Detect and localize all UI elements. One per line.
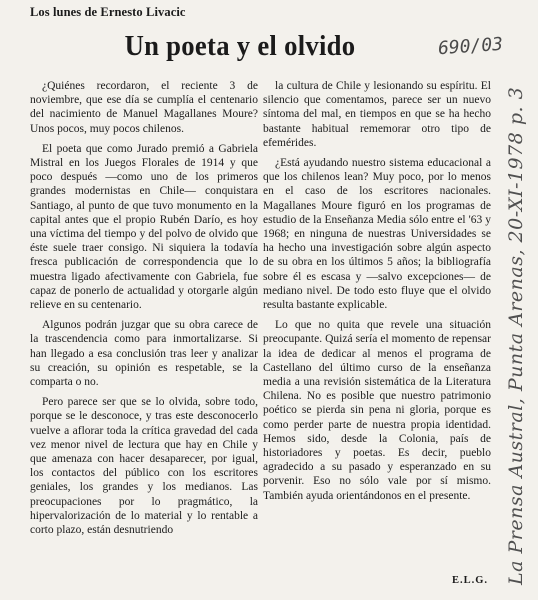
article-left-column bbox=[30, 79, 258, 539]
paragraph: ¿Está ayudando nuestro sistema educacional a que los chilenos lean? Muy poco, por lo menos en el caso de los escritores nacionales. Magallanes Moure figuró en los programas de estudio de la Enseñanza Media sólo entre el '63 y 1968; en ninguna de nuestras Universidades se ha hecho una investigación sobre algún aspecto de su obra en los últimos 5 años; la bibliografía sobre él es escasa y —salvo excepciones— de mediano nivel. De todo esto fluye que el olvido resulta bastante explicable. bbox=[263, 157, 491, 312]
handwritten-source-note: La Prensa Austral, Punta Arenas, 20-XI-1978 p. 3 bbox=[505, 86, 527, 585]
paragraph: Pero parece ser que se lo olvida, sobre todo, porque se le desconoce, y tras este desconocerlo vuelve a aflorar toda la crítica gravedad del cada vez menor nivel de lectura que hay en Chile y que amenaza con hacer desaparecer, por igual, los contactos del público con los escritores geniales, los grandes y los medianos. Las preocupaciones por lo pragmático, la hipervalorización de lo material y lo rentable a corto plazo, están desnutriendo bbox=[30, 396, 258, 537]
paragraph: ¿Quiénes recordaron, el reciente 3 de noviembre, que ese día se cumplía el centenario del nacimiento de Manuel Magallanes Moure? Unos pocos, muy pocos chilenos. bbox=[30, 80, 258, 135]
column-name: Los lunes de Ernesto Livacic bbox=[30, 5, 186, 19]
paragraph: El poeta que como Jurado premió a Gabriela Mistral en los Juegos Florales de 1914 y que poco después —como uno de los primeros grandes modernistas en Chile— conquistara Santiago, al punto de que tuvo monumento en la capital antes que el propio Rubén Darío, es hoy una víctima del tiempo y del polvo de olvido que éste suele traer consigo. Ni siquiera la todavía fresca publicación de correspondencia que lo muestra ligado afectivamente con Gabriela, fue capaz de ponerlo de actualidad y otorgarle algún relieve en su centenario. bbox=[30, 142, 258, 312]
author-signature: E.L.G. bbox=[452, 575, 489, 586]
paragraph: Lo que no quita que revele una situación preocupante. Quizá sería el momento de repensar la idea de dedicar al menos el programa de Castellano del último curso de la enseñanza media a una revisión sistemática de la Literatura Chilena. No es posible que nuestro patrimonio poético se pierda sin pena ni gloria, porque es como perder parte de nuestra propia identidad. Hemos sido, desde la Colonia, país de historiadores y poetas. Es decir, pueblo agradecido a su pasado y esperanzado en su porvenir. Eso no sólo vale por sí mismo. También ayuda orientándonos en el presente. bbox=[263, 319, 491, 502]
article-right-column bbox=[263, 79, 491, 505]
handwritten-reference: 690/03 bbox=[437, 33, 504, 60]
paragraph: la cultura de Chile y lesionando su espíritu. El silencio que comentamos, parece ser un nuevo síntoma del mal, en tiempos en que se ha hecho bastante habitual rememorar otro tipo de efemérides. bbox=[263, 80, 491, 149]
paragraph: Algunos podrán juzgar que su obra carece de la trascendencia como para inmortalizarse. Si han llegado a esa conclusión tras leer y analizar su creación, su opinión es respetable, se la comparta o no. bbox=[30, 319, 258, 389]
headline: Un poeta y el olvido bbox=[124, 30, 356, 62]
